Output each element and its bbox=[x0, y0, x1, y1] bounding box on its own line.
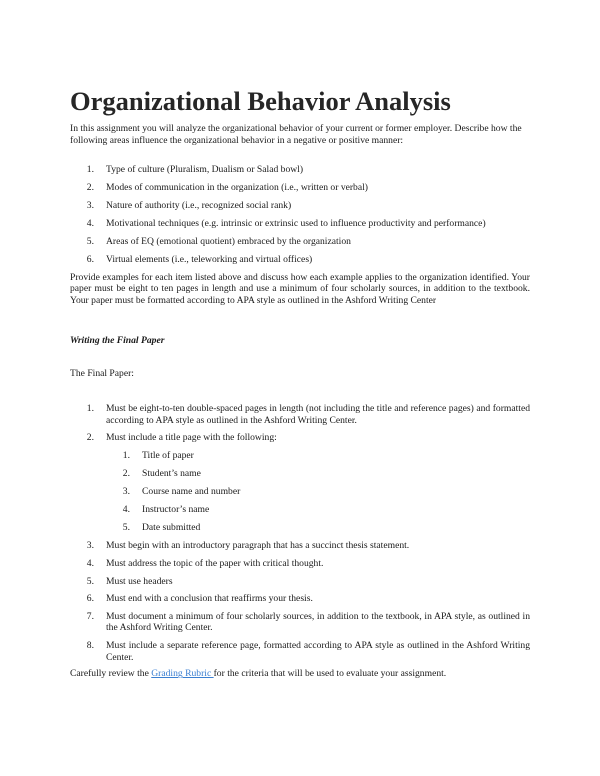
list-item: 6. Virtual elements (i.e., teleworking and virtual offices) bbox=[70, 254, 530, 266]
list-number: 4. bbox=[122, 504, 130, 516]
review-paragraph: Carefully review the Grading Rubric for the criteria that will be used to evaluate your assignment. bbox=[70, 668, 447, 680]
list-item: 4. Must address the topic of the paper with critical thought. bbox=[70, 558, 530, 570]
list-item: 2. Modes of communication in the organization (i.e., written or verbal) bbox=[70, 182, 530, 194]
list-item: 1. Title of paper bbox=[106, 450, 530, 462]
list-item: 3. Course name and number bbox=[106, 486, 530, 498]
list-number: 5. bbox=[86, 575, 94, 587]
list-item: 5. Must use headers bbox=[70, 576, 530, 588]
list-number: 1. bbox=[122, 449, 130, 461]
list-item: 3. Nature of authority (i.e., recognized social rank) bbox=[70, 200, 530, 212]
list-item: 3. Must begin with an introductory paragraph that has a succinct thesis statement. bbox=[70, 540, 530, 552]
page-title: Organizational Behavior Analysis bbox=[70, 86, 451, 116]
list-item: 5. Date submitted bbox=[106, 522, 530, 534]
list-item: 8. Must include a separate reference page, formatted according to APA style as outlined in the Ashford Writing Center. bbox=[70, 640, 530, 663]
list-number: 3. bbox=[86, 540, 94, 552]
list-item: 7. Must document a minimum of four scholarly sources, in addition to the textbook, in APA style, as outlined in the Ashford Writing Center. bbox=[70, 611, 530, 634]
list-number: 6. bbox=[86, 254, 94, 266]
list-number: 4. bbox=[86, 218, 94, 230]
document-page bbox=[70, 84, 530, 680]
list-number: 4. bbox=[86, 557, 94, 569]
list-number: 6. bbox=[86, 593, 94, 605]
list-item: 2. Must include a title page with the following: 1. Title of paper 2. Student’s name 3. Course name and number 4. Instructor’s name 5. Date submitted bbox=[70, 432, 530, 533]
list-number: 3. bbox=[122, 485, 130, 497]
list-number: 3. bbox=[86, 200, 94, 212]
areas-list bbox=[70, 164, 530, 266]
list-item: 2. Student’s name bbox=[106, 468, 530, 480]
list-number: 5. bbox=[86, 236, 94, 248]
intro-paragraph: In this assignment you will analyze the organizational behavior of your current or former employer. Describe how the following areas influence the organizational behavior in a negative or positive manner: bbox=[70, 123, 522, 146]
provide-paragraph: Provide examples for each item listed above and discuss how each example applies to the organization identified. Your paper must be eight to ten pages in length and use a minimum of four scholarly sources, in addition to the textbook. Your paper must be formatted according to APA style as outlined in the Ashford Writing Center bbox=[70, 271, 530, 306]
list-number: 7. bbox=[86, 610, 94, 622]
list-number: 2. bbox=[86, 182, 94, 194]
list-number: 1. bbox=[86, 164, 94, 175]
list-item: 1. Must be eight-to-ten double-spaced pages in length (not including the title and reference pages) and formatted according to APA style as outlined in the Ashford Writing Center. bbox=[70, 403, 530, 426]
list-number: 2. bbox=[86, 432, 94, 444]
list-item: 4. Instructor’s name bbox=[106, 504, 530, 516]
list-number: 5. bbox=[122, 522, 130, 534]
final-paper-label: The Final Paper: bbox=[70, 367, 134, 379]
requirements-list bbox=[70, 403, 530, 663]
list-item: 4. Motivational techniques (e.g. intrinsic or extrinsic used to influence productivity and performance) bbox=[70, 218, 530, 230]
title-page-list bbox=[106, 450, 530, 534]
grading-rubric-link[interactable]: Grading Rubric bbox=[151, 668, 214, 680]
list-number: 1. bbox=[86, 403, 94, 415]
section-heading: Writing the Final Paper bbox=[70, 335, 165, 347]
list-item: 1. Type of culture (Pluralism, Dualism or Salad bowl) bbox=[70, 164, 530, 176]
list-number: 8. bbox=[86, 640, 94, 652]
list-item: 6. Must end with a conclusion that reaffirms your thesis. bbox=[70, 593, 530, 605]
list-number: 2. bbox=[122, 467, 130, 479]
list-item: 5. Areas of EQ (emotional quotient) embraced by the organization bbox=[70, 236, 530, 248]
